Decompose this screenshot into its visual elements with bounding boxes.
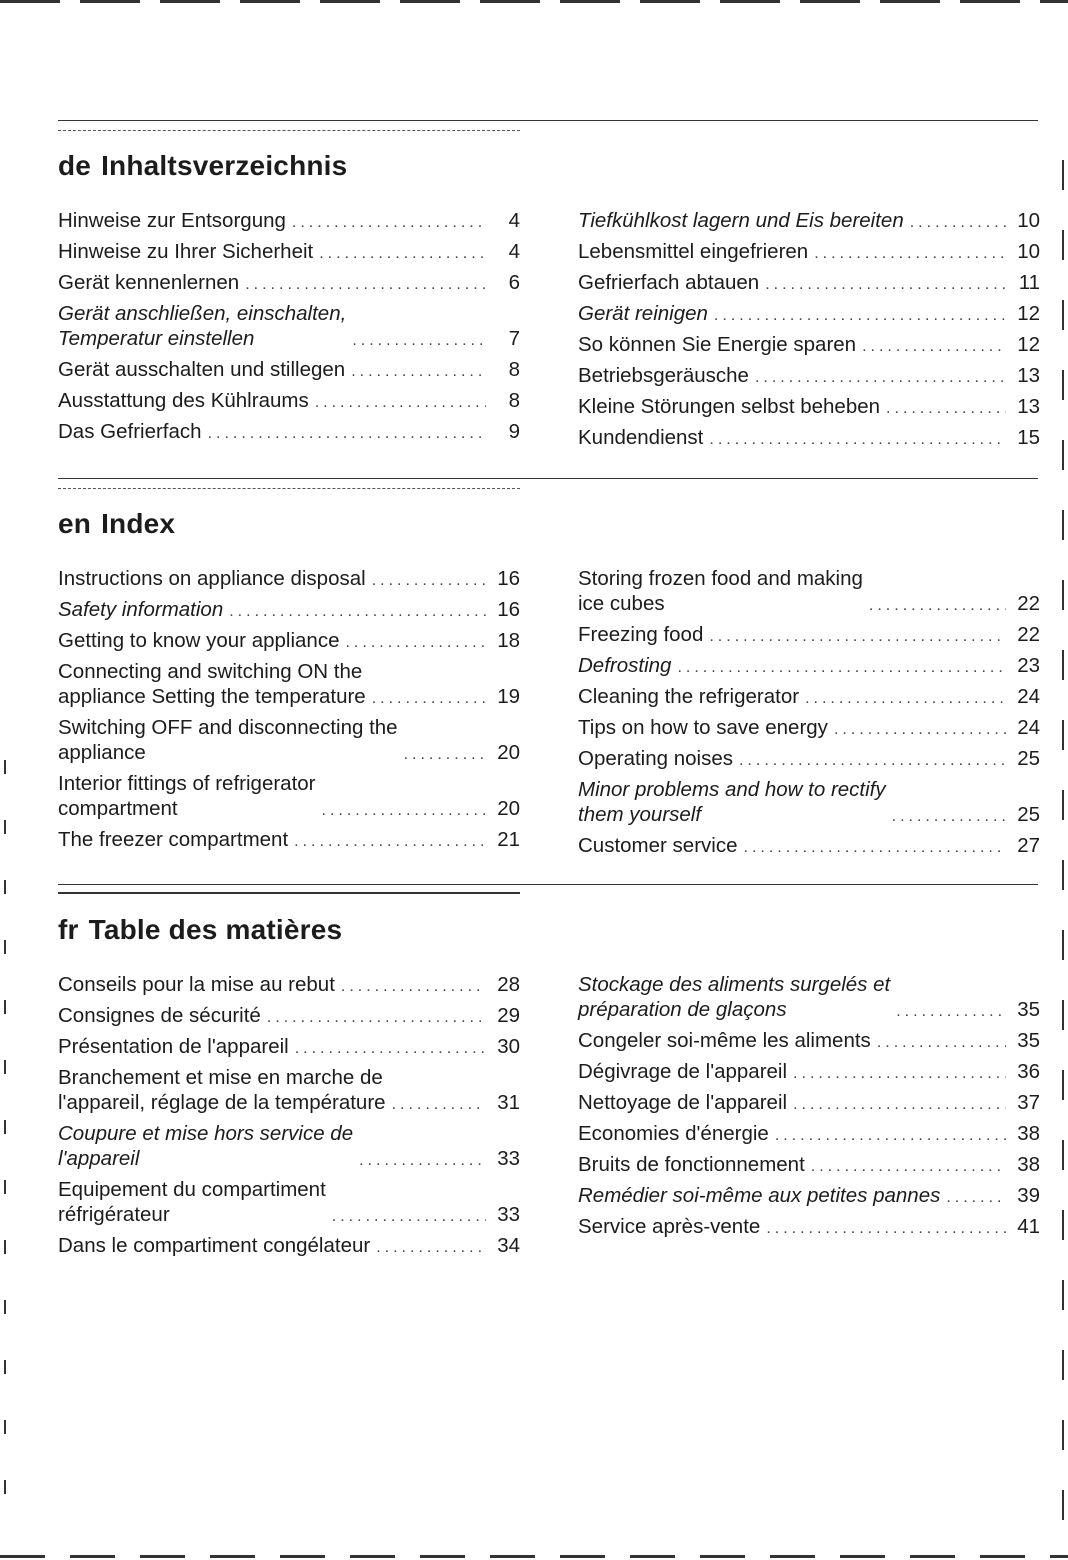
toc-entry[interactable] xyxy=(58,270,520,295)
toc-entry-title: Stockage des aliments surgelés et préparation de glaçons xyxy=(578,973,891,1021)
toc-column-right xyxy=(578,208,1040,456)
toc-entry-page: 4 xyxy=(508,209,520,232)
toc-entry-title: Conseils pour la mise au rebut xyxy=(58,973,335,996)
toc-entry[interactable] xyxy=(578,394,1040,419)
toc-entry-title: Kundendienst xyxy=(578,426,704,449)
toc-entry-title: Switching OFF and disconnecting the appliance xyxy=(58,716,398,764)
section-heading xyxy=(58,150,347,182)
dot-leader xyxy=(862,337,1006,357)
toc-entry-page: 13 xyxy=(1017,395,1040,418)
toc-entry-page: 4 xyxy=(508,240,520,263)
toc-entry-title: Safety information xyxy=(58,598,224,621)
toc-entry-title: Branchement et mise en marche de l'appareil, réglage de la température xyxy=(58,1066,386,1114)
toc-entry-page: 28 xyxy=(497,973,520,996)
section-rule xyxy=(58,120,1038,121)
toc-entry-page: 34 xyxy=(497,1234,520,1257)
toc-entry-title: Customer service xyxy=(578,834,738,857)
toc-entry[interactable] xyxy=(58,771,520,821)
toc-entry-title: Minor problems and how to rectify them yourself xyxy=(578,778,886,826)
toc-entry-page: 29 xyxy=(497,1004,520,1027)
dot-leader xyxy=(709,627,1006,647)
section-heading xyxy=(58,914,342,946)
toc-entry[interactable] xyxy=(578,622,1040,647)
toc-entry[interactable] xyxy=(578,239,1040,264)
toc-entry-title: Gerät kennenlernen xyxy=(58,271,240,294)
dot-leader xyxy=(793,1064,1006,1084)
toc-entry-title: Gefrierfach abtauen xyxy=(578,271,760,294)
toc-entry-title: Instructions on appliance disposal xyxy=(58,567,366,590)
toc-entry-title: Gerät ausschalten und stillegen xyxy=(58,358,346,381)
dot-leader xyxy=(709,430,1006,450)
toc-entry[interactable] xyxy=(58,301,520,351)
toc-entry[interactable] xyxy=(58,827,520,852)
toc-entry[interactable] xyxy=(58,388,520,413)
toc-entry-page: 25 xyxy=(1017,803,1040,826)
toc-entry[interactable] xyxy=(578,653,1040,678)
toc-entry[interactable] xyxy=(578,833,1040,858)
toc-entry-title: Tiefkühlkost lagern und Eis bereiten xyxy=(578,209,904,232)
dot-leader xyxy=(755,368,1006,388)
toc-entry-title: Tips on how to save energy xyxy=(578,716,828,739)
toc-entry-page: 30 xyxy=(497,1035,520,1058)
toc-entry-title: Présentation de l'appareil xyxy=(58,1035,289,1058)
toc-column-left xyxy=(58,566,520,858)
section-rule xyxy=(58,478,1038,479)
toc-entry-title: Ausstattung des Kühlraums xyxy=(58,389,309,412)
toc-column-right xyxy=(578,972,1040,1245)
dot-leader xyxy=(896,1002,1006,1022)
toc-entry[interactable] xyxy=(58,1003,520,1028)
toc-entry[interactable] xyxy=(58,357,520,382)
toc-entry-title: Remédier soi-même aux petites pannes xyxy=(578,1184,941,1207)
toc-entry-title: Service après-vente xyxy=(578,1215,761,1238)
toc-entry-page: 11 xyxy=(1018,271,1040,294)
toc-entry-page: 15 xyxy=(1017,426,1040,449)
dot-leader xyxy=(834,720,1006,740)
dot-leader xyxy=(341,977,486,997)
toc-entry[interactable] xyxy=(578,1214,1040,1239)
dot-leader xyxy=(714,306,1006,326)
toc-entry-title: Gerät reinigen xyxy=(578,302,708,325)
dot-leader xyxy=(376,1238,486,1258)
dot-leader xyxy=(319,244,486,264)
dot-leader xyxy=(392,1095,486,1115)
dot-leader xyxy=(946,1188,1006,1208)
toc-entry-page: 10 xyxy=(1017,209,1040,232)
toc-entry-title: Dans le compartiment congélateur xyxy=(58,1234,371,1257)
toc-entry[interactable] xyxy=(578,1059,1040,1084)
toc-entry-title: Freezing food xyxy=(578,623,704,646)
toc-entry-title: Kleine Störungen selbst beheben xyxy=(578,395,881,418)
toc-entry[interactable] xyxy=(578,715,1040,740)
toc-entry[interactable] xyxy=(578,208,1040,233)
toc-entry[interactable] xyxy=(58,1233,520,1258)
toc-entry-title: Getting to know your appliance xyxy=(58,629,340,652)
toc-entry-page: 33 xyxy=(497,1147,520,1170)
toc-entry-page: 31 xyxy=(497,1091,520,1114)
toc-entry[interactable] xyxy=(578,746,1040,771)
dot-leader xyxy=(811,1157,1006,1177)
dot-leader xyxy=(267,1008,486,1028)
toc-entry-page: 12 xyxy=(1017,333,1040,356)
toc-entry-page: 41 xyxy=(1017,1215,1040,1238)
toc-entry-title: Defrosting xyxy=(578,654,672,677)
toc-entry-page: 19 xyxy=(497,685,520,708)
dot-leader xyxy=(814,244,1006,264)
toc-entry[interactable] xyxy=(578,425,1040,450)
toc-entry[interactable] xyxy=(58,628,520,653)
toc-entry-title: Connecting and switching ON the appliance Setting the temperature xyxy=(58,660,366,708)
dot-leader xyxy=(295,1039,486,1059)
section-heading xyxy=(58,508,175,540)
toc-entry-title: Storing frozen food and making ice cubes xyxy=(578,567,863,615)
toc-entry-title: Coupure et mise hors service de l'appareil xyxy=(58,1122,354,1170)
dot-leader xyxy=(245,275,486,295)
toc-entry-page: 38 xyxy=(1017,1122,1040,1145)
toc-entry[interactable] xyxy=(58,1034,520,1059)
toc-entry-page: 21 xyxy=(497,828,520,851)
toc-entry[interactable] xyxy=(578,270,1040,295)
toc-entry-page: 18 xyxy=(497,629,520,652)
toc-entry[interactable] xyxy=(58,208,520,233)
toc-entry[interactable] xyxy=(578,972,1040,1022)
toc-entry[interactable] xyxy=(58,1177,520,1227)
dot-leader xyxy=(208,424,486,444)
dot-leader xyxy=(793,1095,1006,1115)
scan-top-edge xyxy=(0,0,1068,3)
toc-entry[interactable] xyxy=(58,1121,520,1171)
language-code: fr xyxy=(58,914,79,945)
toc-entry[interactable] xyxy=(58,715,520,765)
toc-section-de xyxy=(58,120,1038,460)
toc-entry[interactable] xyxy=(578,1028,1040,1053)
dot-leader xyxy=(404,745,486,765)
toc-entry-page: 8 xyxy=(508,389,520,412)
dot-leader xyxy=(345,633,486,653)
toc-entry[interactable] xyxy=(578,777,1040,827)
dot-leader xyxy=(739,751,1006,771)
section-title: Index xyxy=(101,508,176,539)
toc-entry[interactable] xyxy=(58,972,520,997)
toc-entry-page: 6 xyxy=(508,271,520,294)
toc-entry[interactable] xyxy=(578,684,1040,709)
dot-leader xyxy=(315,393,486,413)
section-title: Inhaltsverzeichnis xyxy=(101,150,348,181)
toc-entry-page: 25 xyxy=(1017,747,1040,770)
dot-leader xyxy=(869,596,1006,616)
language-code: de xyxy=(58,150,92,181)
dot-leader xyxy=(229,602,486,622)
toc-entry[interactable] xyxy=(58,659,520,709)
dot-leader xyxy=(294,832,486,852)
toc-entry-title: Economies d'énergie xyxy=(578,1122,769,1145)
toc-section-fr xyxy=(58,884,1038,1284)
toc-entry[interactable] xyxy=(578,301,1040,326)
section-rule xyxy=(58,884,1038,885)
toc-entry-page: 24 xyxy=(1017,716,1040,739)
toc-entry-title: Das Gefrierfach xyxy=(58,420,202,443)
toc-entry-page: 38 xyxy=(1017,1153,1040,1176)
toc-entry-title: Dégivrage de l'appareil xyxy=(578,1060,788,1083)
toc-entry-page: 27 xyxy=(1017,834,1040,857)
toc-entry-page: 7 xyxy=(508,327,520,350)
toc-entry-page: 12 xyxy=(1017,302,1040,325)
dot-leader xyxy=(332,1207,486,1227)
dot-leader xyxy=(292,213,486,233)
dot-leader xyxy=(372,571,486,591)
section-underline xyxy=(58,892,520,894)
dot-leader xyxy=(352,331,486,351)
toc-entry-title: Nettoyage de l'appareil xyxy=(578,1091,788,1114)
toc-entry-title: The freezer compartment xyxy=(58,828,289,851)
dot-leader xyxy=(877,1033,1006,1053)
scan-left-edge xyxy=(4,760,6,1540)
toc-entry-title: Betriebsgeräusche xyxy=(578,364,749,387)
dot-leader xyxy=(805,689,1006,709)
dot-leader xyxy=(766,1219,1006,1239)
dot-leader xyxy=(765,275,1006,295)
toc-entry-title: Hinweise zur Entsorgung xyxy=(58,209,286,232)
toc-entry[interactable] xyxy=(58,419,520,444)
toc-entry-page: 16 xyxy=(497,598,520,621)
toc-entry-page: 23 xyxy=(1017,654,1040,677)
toc-column-left xyxy=(58,208,520,450)
toc-entry-page: 39 xyxy=(1017,1184,1040,1207)
toc-entry-title: Equipement du compartiment réfrigérateur xyxy=(58,1178,326,1226)
toc-entry-title: Operating noises xyxy=(578,747,733,770)
toc-entry-page: 37 xyxy=(1017,1091,1040,1114)
toc-entry[interactable] xyxy=(578,363,1040,388)
toc-entry-title: Hinweise zu Ihrer Sicherheit xyxy=(58,240,314,263)
section-title: Table des matières xyxy=(88,914,343,945)
toc-entry-page: 22 xyxy=(1017,592,1040,615)
dot-leader xyxy=(372,689,486,709)
toc-entry-page: 22 xyxy=(1017,623,1040,646)
toc-entry-title: Interior fittings of refrigerator compartment xyxy=(58,772,316,820)
section-underline xyxy=(58,488,520,489)
toc-entry-page: 35 xyxy=(1017,1029,1040,1052)
toc-entry[interactable] xyxy=(578,566,1040,616)
dot-leader xyxy=(351,362,486,382)
scan-right-edge xyxy=(1062,160,1064,1540)
toc-entry-title: Bruits de fonctionnement xyxy=(578,1153,805,1176)
toc-entry-title: Congeler soi-même les aliments xyxy=(578,1029,871,1052)
toc-entry[interactable] xyxy=(578,1183,1040,1208)
section-underline xyxy=(58,130,520,131)
toc-entry-page: 35 xyxy=(1017,998,1040,1021)
dot-leader xyxy=(744,838,1007,858)
toc-entry[interactable] xyxy=(58,597,520,622)
toc-entry-page: 16 xyxy=(497,567,520,590)
toc-entry[interactable] xyxy=(58,566,520,591)
toc-entry-title: Consignes de sécurité xyxy=(58,1004,261,1027)
toc-entry-page: 8 xyxy=(508,358,520,381)
toc-entry[interactable] xyxy=(578,332,1040,357)
toc-section-en xyxy=(58,478,1038,858)
toc-column-left xyxy=(58,972,520,1264)
dot-leader xyxy=(359,1151,486,1171)
toc-entry-page: 10 xyxy=(1017,240,1040,263)
toc-column-right xyxy=(578,566,1040,864)
toc-entry-page: 13 xyxy=(1017,364,1040,387)
toc-entry-title: Cleaning the refrigerator xyxy=(578,685,800,708)
toc-entry-title: So können Sie Energie sparen xyxy=(578,333,857,356)
toc-entry-page: 9 xyxy=(508,420,520,443)
dot-leader xyxy=(775,1126,1006,1146)
toc-entry-page: 20 xyxy=(497,797,520,820)
toc-entry[interactable] xyxy=(578,1121,1040,1146)
scan-bottom-edge xyxy=(0,1555,1068,1558)
toc-entry-page: 36 xyxy=(1017,1060,1040,1083)
toc-entry[interactable] xyxy=(58,239,520,264)
toc-entry-title: Lebensmittel eingefrieren xyxy=(578,240,809,263)
toc-entry-title: Gerät anschließen, einschalten, Temperatur einstellen xyxy=(58,302,347,350)
toc-entry-page: 24 xyxy=(1017,685,1040,708)
language-code: en xyxy=(58,508,92,539)
toc-entry[interactable] xyxy=(578,1090,1040,1115)
dot-leader xyxy=(910,213,1006,233)
dot-leader xyxy=(677,658,1006,678)
dot-leader xyxy=(892,807,1006,827)
dot-leader xyxy=(322,801,487,821)
toc-entry-page: 20 xyxy=(497,741,520,764)
toc-entry[interactable] xyxy=(578,1152,1040,1177)
dot-leader xyxy=(886,399,1006,419)
toc-entry-page: 33 xyxy=(497,1203,520,1226)
toc-entry[interactable] xyxy=(58,1065,520,1115)
